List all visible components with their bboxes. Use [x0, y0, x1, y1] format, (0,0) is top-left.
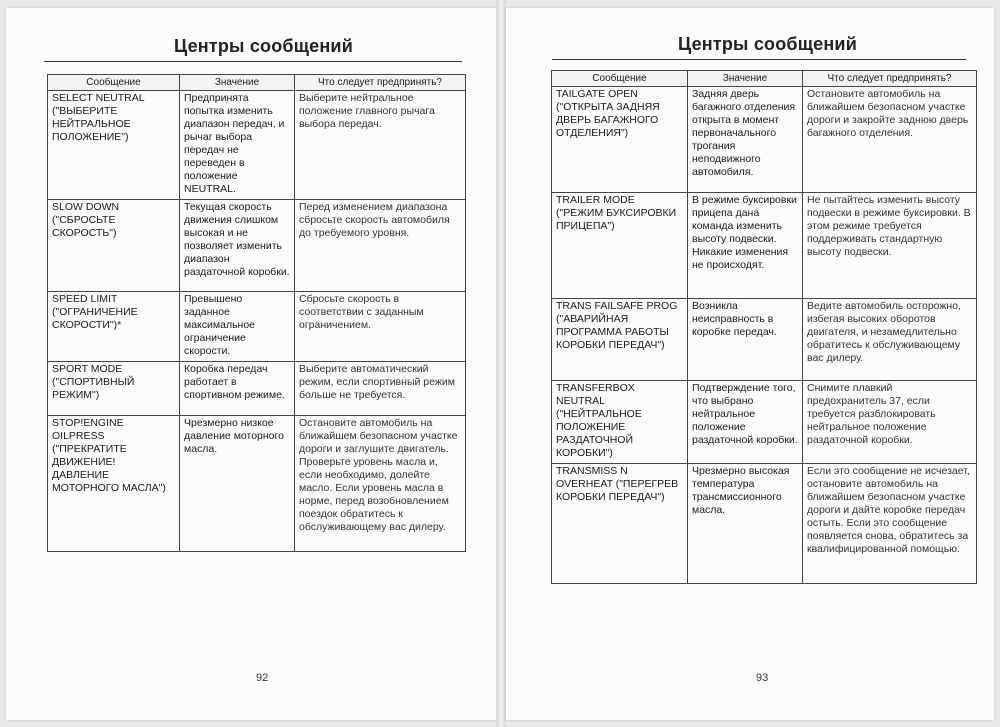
action-cell: Не пытайтесь изменить высоту подвески в режиме буксировки. В этом режиме требуется поддерживать стандартную высоту подвески.: [803, 193, 977, 299]
meaning-cell: Чрезмерно низкое давление моторного масла.: [180, 416, 295, 552]
message-cell: TRANSMISS N OVERHEAT ("ПЕРЕГРЕВ КОРОБКИ ПЕРЕДАЧ"): [552, 464, 688, 584]
column-header-meaning: Значение: [688, 71, 803, 87]
page-header: Центры сообщений: [678, 34, 857, 54]
message-cell: SPEED LIMIT ("ОГРАНИЧЕНИЕ СКОРОСТИ")*: [48, 292, 180, 362]
meaning-cell: Чрезмерно высокая температура трансмиссионного масла.: [688, 464, 803, 584]
message-cell: TRANS FAILSAFE PROG ("АВАРИЙНАЯ ПРОГРАММА РАБОТЫ КОРОБКИ ПЕРЕДАЧ"): [552, 299, 688, 381]
action-cell: Выберите нейтральное положение главного рычага выбора передач.: [295, 91, 466, 200]
table-row: [552, 381, 977, 464]
page-number: 92: [256, 672, 269, 684]
message-cell: TRANSFERBOX NEUTRAL ("НЕЙТРАЛЬНОЕ ПОЛОЖЕНИЕ РАЗДАТОЧНОЙ КОРОБКИ"): [552, 381, 688, 464]
right-page: [506, 8, 994, 720]
message-cell: TAILGATE OPEN ("ОТКРЫТА ЗАДНЯЯ ДВЕРЬ БАГАЖНОГО ОТДЕЛЕНИЯ"): [552, 87, 688, 193]
meaning-cell: Подтверждение того, что выбрано нейтральное положение раздаточной коробки.: [688, 381, 803, 464]
header-rule: [552, 59, 966, 60]
message-cell: STOP!ENGINE OILPRESS ("ПРЕКРАТИТЕ ДВИЖЕНИЕ! ДАВЛЕНИЕ МОТОРНОГО МАСЛА"): [48, 416, 180, 552]
table-row: [552, 193, 977, 299]
table-row: [552, 464, 977, 584]
messages-table: [551, 70, 977, 584]
column-header-message: Сообщение: [48, 75, 180, 91]
table-row: [48, 362, 466, 416]
message-cell: TRAILER MODE ("РЕЖИМ БУКСИРОВКИ ПРИЦЕПА"): [552, 193, 688, 299]
message-cell: SLOW DOWN ("СБРОСЬТЕ СКОРОСТЬ"): [48, 200, 180, 292]
table-row: [552, 299, 977, 381]
table-row: [48, 200, 466, 292]
message-cell: SPORT MODE ("СПОРТИВНЫЙ РЕЖИМ"): [48, 362, 180, 416]
column-header-message: Сообщение: [552, 71, 688, 87]
left-page: [6, 8, 496, 720]
meaning-cell: Превышено заданное максимальное ограничение скорости.: [180, 292, 295, 362]
page-number: 93: [756, 672, 769, 684]
table-row: [48, 292, 466, 362]
meaning-cell: Предпринята попытка изменить диапазон передач, и рычаг выбора передач не переведен в положение NEUTRAL.: [180, 91, 295, 200]
meaning-cell: Коробка передач работает в спортивном режиме.: [180, 362, 295, 416]
table-header-row: [48, 75, 466, 91]
column-header-action: Что следует предпринять?: [803, 71, 977, 87]
action-cell: Остановите автомобиль на ближайшем безопасном участке дороги и закройте заднюю дверь багажного отделения.: [803, 87, 977, 193]
meaning-cell: Задняя дверь багажного отделения открыта в момент первоначального трогания неподвижного автомобиля.: [688, 87, 803, 193]
action-cell: Сбросьте скорость в соответствии с заданным ограничением.: [295, 292, 466, 362]
action-cell: Если это сообщение не исчезает, остановите автомобиль на ближайшем безопасном участке дороги и дайте коробке передач остыть. Если это сообщение появляется снова, обратитесь за квалифицированной помощью.: [803, 464, 977, 584]
meaning-cell: В режиме буксировки прицепа дана команда изменить высоту подвески. Никакие изменения не происходят.: [688, 193, 803, 299]
message-cell: SELECT NEUTRAL ("ВЫБЕРИТЕ НЕЙТРАЛЬНОЕ ПОЛОЖЕНИЕ"): [48, 91, 180, 200]
action-cell: Снимите плавкий предохранитель 37, если требуется разблокировать нейтральное положение раздаточной коробки.: [803, 381, 977, 464]
action-cell: Перед изменением диапазона сбросьте скорость автомобиля до требуемого уровня.: [295, 200, 466, 292]
column-header-action: Что следует предпринять?: [295, 75, 466, 91]
column-header-meaning: Значение: [180, 75, 295, 91]
table-row: [48, 91, 466, 200]
meaning-cell: Текущая скорость движения слишком высокая и не позволяет изменить диапазон раздаточной коробки.: [180, 200, 295, 292]
table-row: [48, 416, 466, 552]
page-header: Центры сообщений: [174, 36, 353, 56]
table-header-row: [552, 71, 977, 87]
action-cell: Ведите автомобиль осторожно, избегая высоких оборотов двигателя, и незамедлительно обратитесь к обслуживающему вас дилеру.: [803, 299, 977, 381]
header-rule: [44, 61, 462, 62]
meaning-cell: Возникла неисправность в коробке передач.: [688, 299, 803, 381]
action-cell: Выберите автоматический режим, если спортивный режим больше не требуется.: [295, 362, 466, 416]
action-cell: Остановите автомобиль на ближайшем безопасном участке дороги и заглушите двигатель. Проверьте уровень масла и, если необходимо, долейте масло. Если уровень масла в норме, перед возобновлением поездок обратитесь к обслуживающему вас дилеру.: [295, 416, 466, 552]
table-row: [552, 87, 977, 193]
messages-table: [47, 74, 466, 552]
book-gutter: [496, 0, 506, 727]
